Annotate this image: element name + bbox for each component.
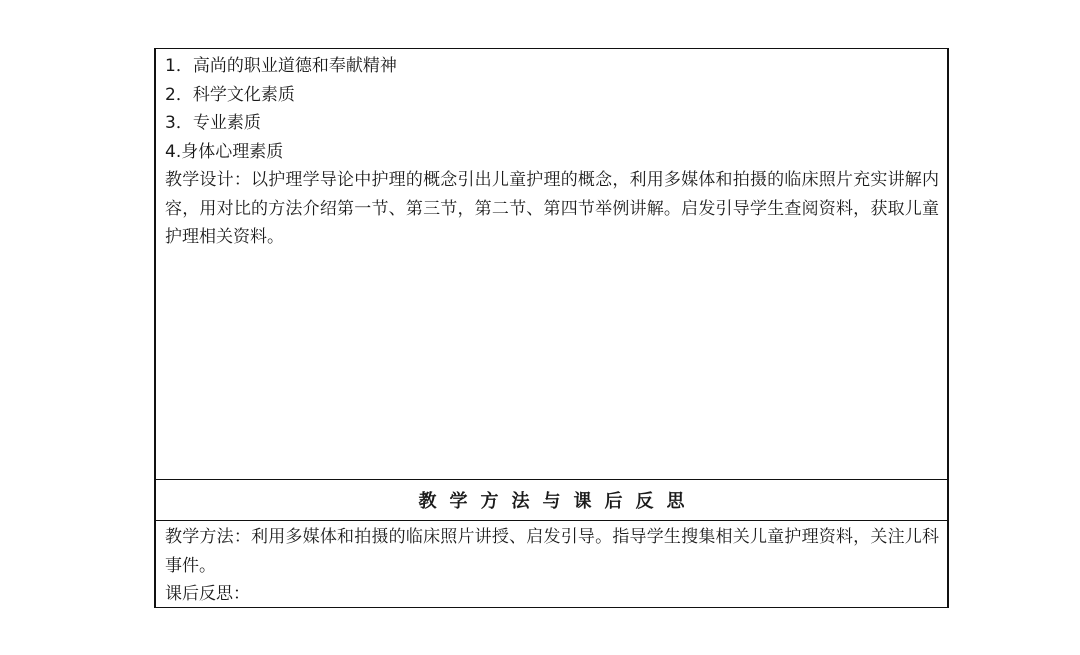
- list-item: 3．专业素质: [165, 113, 261, 133]
- content-cell: [156, 49, 947, 480]
- teaching-design-text: 教学设计：以护理学导论中护理的概念引出儿童护理的概念，利用多媒体和拍摄的临床照片充实讲解内容，用对比的方法介绍第一节、第三节，第二节、第四节举例讲解。启发引导学生查阅资料，获取儿童护理相关资料。: [165, 170, 939, 247]
- list-item: 1．高尚的职业道德和奉献精神: [165, 56, 397, 76]
- section-header-title: 教学方法与课后反思: [418, 491, 698, 512]
- lesson-plan-table: [154, 48, 949, 608]
- list-item: 4.身体心理素质: [165, 141, 284, 162]
- list-item: 2．科学文化素质: [165, 84, 295, 105]
- reflection-label: 课后反思：: [165, 584, 250, 604]
- section-header-row: [156, 480, 947, 521]
- teaching-method-text: 教学方法：利用多媒体和拍摄的临床照片讲授、启发引导。指导学生搜集相关儿童护理资料，关注儿科事件。: [165, 527, 939, 576]
- method-reflection-cell: [156, 521, 947, 607]
